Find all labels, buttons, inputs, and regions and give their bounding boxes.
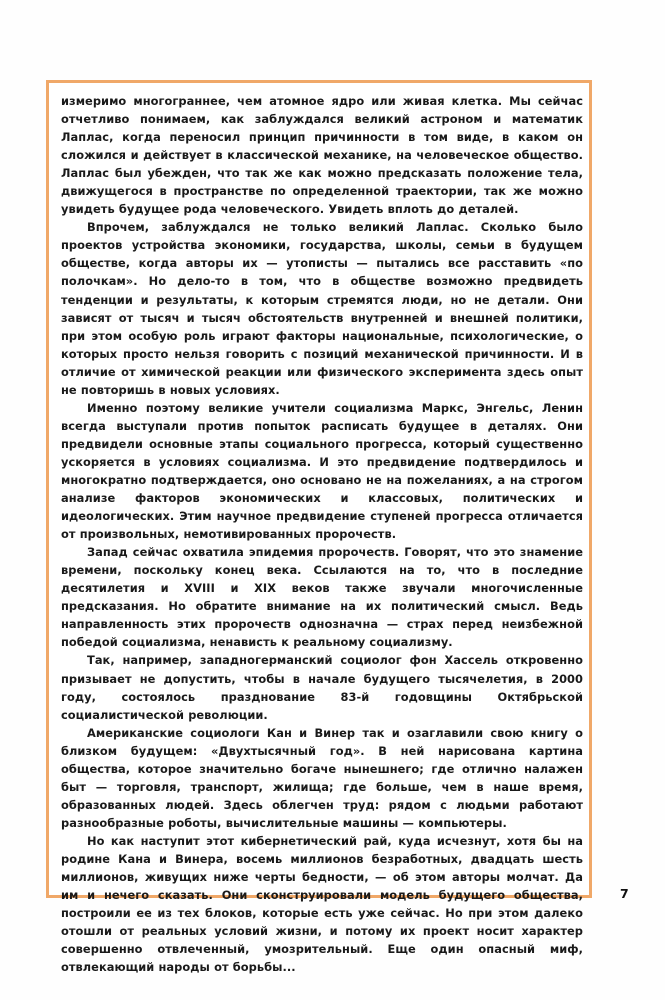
paragraph-6: Американские социологи Кан и Винер так и озаглавили свою книгу о близком будущем: «Двухтысячный год». В ней нарисована картина общества, которое значительно богаче нынешнего; где отлично налажен быт — торговля, транспорт, жилища; где больше, чем в наше время, образованных людей. Здесь облегчен труд: рядом с людьми работают разнообразные роботы, вычислительные машины — компьютеры. — [61, 725, 583, 830]
page-number: 7 — [620, 886, 629, 901]
paragraph-3: Именно поэтому великие учители социализма Маркс, Энгельс, Ленин всегда выступали против попыток расписать будущее в деталях. Они предвидели основные этапы социального прогресса, который существенно ускоряется в условиях социализма. И это предвидение подтвердилось и многократно подтверждается, оно основано не на пожеланиях, а на строгом анализе факторов экономических и классовых, политических и идеологических. Этим научное предвидение ступеней прогресса отличается от произвольных, немотивированных пророчеств. — [61, 400, 583, 542]
paragraph-4: Запад сейчас охватила эпидемия пророчеств. Говорят, что это знамение времени, поскольку конец века. Ссылаются на то, что в последние десятилетия и XVIII и XIX веков также звучали многочисленные предсказания. Но обратите внимание на их политический смысл. Ведь направленность этих пророчеств однозначна — страх перед неизбежной победой социализма, ненависть к реальному социализму. — [61, 545, 583, 650]
paragraph-2: Впрочем, заблуждался не только великий Лаплас. Сколько было проектов устройства экономики, государства, школы, семьи в будущем обществе, когда авторы их — утописты — пытались все расставить «по полочкам». Но дело-то в том, что в обществе возможно предвидеть тенденции и результаты, к которым стремятся люди, но не детали. Они зависят от тысяч и тысяч обстоятельств внутренней и внешней политики, при этом особую роль играют факторы национальные, психологические, о которых просто нельзя говорить с позиций механической причинности. И в отличие от химической реакции или физического эксперимента здесь опыт не повторишь в новых условиях. — [61, 220, 583, 397]
paragraph-5: Так, например, западногерманский социолог фон Хассель откровенно призывает не допустить, чтобы в начале будущего тысячелетия, в 2000 году, состоялось празднование 83-й годовщины Октябрьской социалистической революции. — [61, 653, 583, 722]
page-border-frame — [46, 80, 592, 975]
body-text-column — [61, 92, 583, 976]
paragraph-7: Но как наступит этот кибернетический рай, куда исчезнут, хотя бы на родине Кана и Винера, восемь миллионов безработных, двадцать шесть миллионов, живущих ниже черты бедности, — об этом авторы молчат. Да им и нечего сказать. Они сконструировали модель будущего общества, построили ее из тех блоков, которые есть уже сейчас. Но при этом далеко отошли от реальных условий жизни, и потому их проект носит характер совершенно отвлеченный, умозрительный. Еще один опасный миф, отвлекающий народы от борьбы... — [61, 833, 583, 975]
paragraph-1: измеримо многограннее, чем атомное ядро или живая клетка. Мы сейчас отчетливо понимаем, как заблуждался великий астроном и математик Лаплас, когда переносил принцип причинности в том виде, в каком он сложился и действует в классической механике, на человеческое общество. Лаплас был убежден, что так же как можно предсказать положение тела, движущегося в пространстве по определенной траектории, так же можно увидеть будущее рода человеческого. Увидеть вплоть до деталей. — [61, 94, 583, 217]
